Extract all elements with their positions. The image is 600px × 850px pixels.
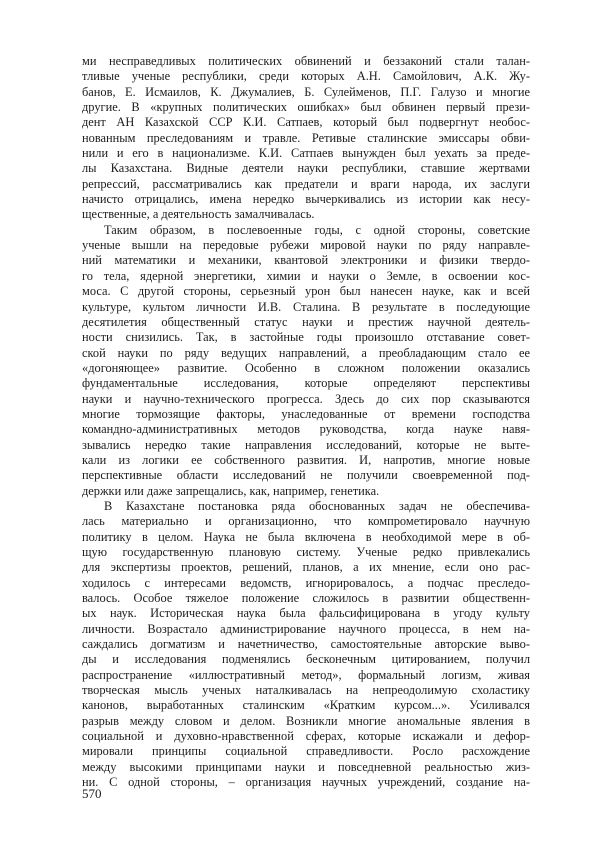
paragraph-3 [82,499,530,791]
text-line: нованным преследованиям и травле. Ретивые сталинские эмиссары обви- [82,130,530,145]
text-line: кали из логики ее собственного развития. И, напротив, многие новые [82,452,530,467]
text-line: творческая мысль ученых наталкивалась на непреодолимую схоластику [82,683,530,698]
text-line: социальной и духовно-нравственной сферах, которые искажали и дефор- [82,729,530,744]
text-line: дент АН Казахской ССР К.И. Сатпаев, который был подвергнут необос- [82,115,530,130]
text-line: ми несправедливых политических обвинений и беззаконий стали талан- [82,54,530,68]
text-line: перспективные области исследований не получили своевременной под- [82,468,530,483]
text-line: канонов, выработанных сталинским «Кратким курсом...». Усиливался [82,698,530,713]
text-line: ученые вышли на передовые рубежи мировой науки по ряду направле- [82,238,530,253]
text-line: для экспертизы проектов, решений, планов, а их мнение, если оно рас- [82,560,530,575]
paragraph-2 [82,223,530,499]
page-body-text [82,54,530,791]
text-line: держки или даже запрещались, как, например, генетика. [82,483,380,498]
text-line: ности снизились. Так, в застойные годы произошло отставание совет- [82,330,530,345]
text-line: многие тормозящие факторы, унаследованные от времени господства [82,406,530,421]
text-line: ды и исследования подменялись бесконечным цитированием, получил [82,652,530,667]
text-line: начисто отрицались, имена нередко вычеркивались из истории как несу- [82,192,530,207]
text-line: личности. Возрастало администрирование научного процесса, в нем на- [82,621,530,636]
text-line: ых наук. Историческая наука была фальсифицирована в угоду культу [82,606,530,621]
text-line: между высокими принципами науки и повседневной реальностью жиз- [82,759,530,774]
text-line: ской науки по ряду ведущих направлений, а преобладающим стало ее [82,345,530,360]
text-line: репрессий, рассматривались как предатели и враги народа, их заслуги [82,176,530,191]
text-line: «догоняющее» развитие. Особенно в сложном положении оказались [82,360,530,375]
text-line: ний математики и механики, квантовой электроники и физики твердо- [82,253,530,268]
text-line: саждались догматизм и начетничество, самостоятельные авторские выво- [82,637,530,652]
text-line: ни. С одной стороны, – организация научных учреждений, создание на- [82,775,530,790]
text-line: зывались нередко такие направления исследований, которые не выте- [82,437,530,452]
text-line: В Казахстане постановка ряда обоснованных задач не обеспечива- [104,498,530,513]
text-line: моса. С другой стороны, серьезный урон был нанесен науке, как и всей [82,284,530,299]
paragraph-1 [82,54,530,223]
text-line: десятилетия общественный статус науки и престиж научной деятель- [82,314,530,329]
text-line: разрыв между словом и делом. Возникли многие аномальные явления в [82,713,530,728]
text-line: Таким образом, в послевоенные годы, с одной стороны, советские [104,222,530,237]
text-line: лы Казахстана. Видные деятели науки республики, ставшие жертвами [82,161,530,176]
text-line: нили и его в национализме. К.И. Сатпаев вынужден был уехать за преде- [82,146,530,161]
text-line: тливые ученые республики, среди которых А.Н. Самойлович, А.К. Жу- [82,69,530,84]
text-line: валось. Особое тяжелое положение сложилось в развитии общественн- [82,591,530,606]
text-line: другие. В «крупных политических ошибках» был обвинен первый прези- [82,100,530,115]
text-line: щественные, а деятельность замалчивалась. [82,207,315,222]
text-line: политику в целом. Наука не была включена в необходимой мере в об- [82,529,530,544]
text-line: командно-административных методов руководства, когда науке навя- [82,422,530,437]
text-line: культуре, культом личности И.В. Сталина. В результате в последующие [82,299,530,314]
text-line: науки и научно-технического прогресса. Здесь до сих пор сказываются [82,391,530,406]
text-line: лась материально и организационно, что компрометировало научную [82,514,530,529]
text-line: го тела, ядерной энергетики, химии и науки о Земле, в освоении кос- [82,268,530,283]
text-line: распространение «иллюстративный метод», формальный логизм, живая [82,667,530,682]
page-number: 570 [82,786,102,801]
text-line: мировали принципы социальной справедливости. Росло расхождение [82,744,530,759]
text-line: ходилось с интересами ведомств, игнорировалось, а подчас преследо- [82,575,530,590]
text-line: фундаментальные исследования, которые определяют перспективы [82,376,530,391]
text-line: щую государственную плановую систему. Ученые редко привлекались [82,545,530,559]
text-line: банов, Е. Исмаилов, К. Джумалиев, Б. Сулейменов, П.Г. Галузо и многие [82,84,530,99]
